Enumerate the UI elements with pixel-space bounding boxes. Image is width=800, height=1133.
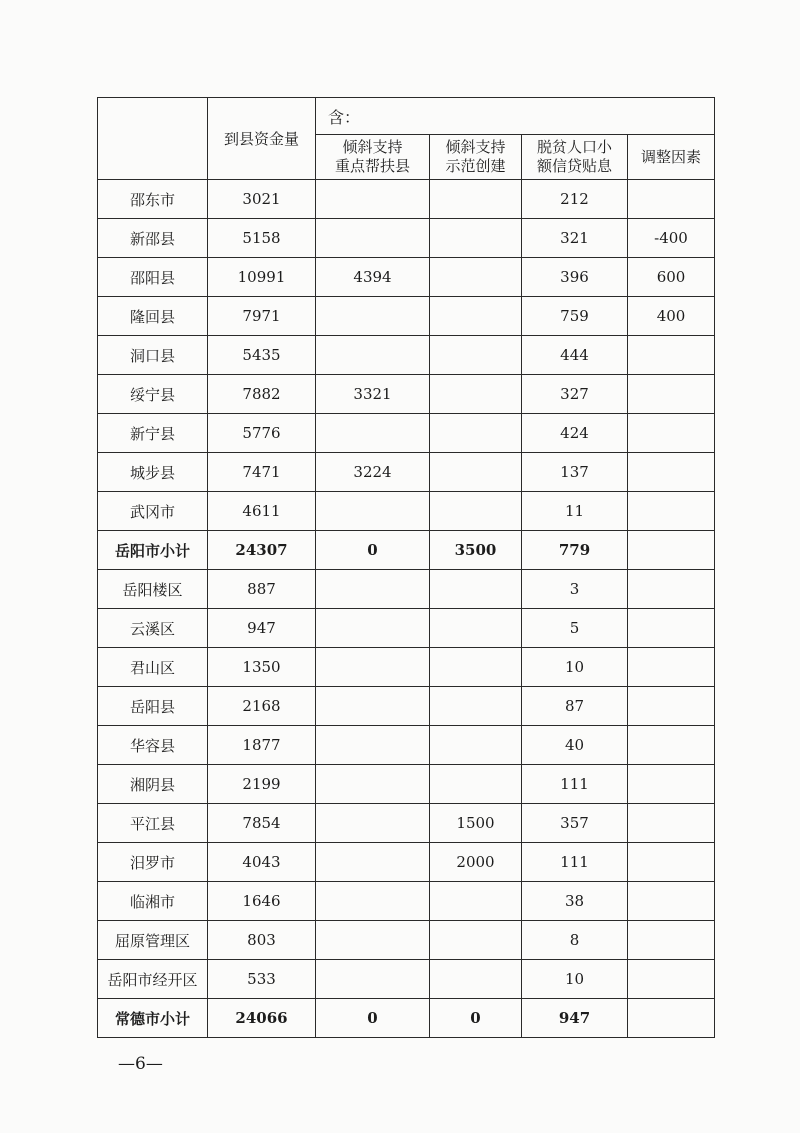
- demo-cell: 3500: [430, 531, 522, 570]
- header-microcredit-subsidy: 脱贫人口小 额信贷贴息: [522, 135, 628, 180]
- header-corner-cell: [98, 98, 208, 180]
- table-row: [98, 804, 715, 843]
- amount-cell: 7882: [208, 375, 316, 414]
- table-row: [98, 726, 715, 765]
- adjustment-cell: 400: [628, 297, 715, 336]
- subsidy-cell: 137: [522, 453, 628, 492]
- demo-cell: [430, 414, 522, 453]
- demo-cell: [430, 258, 522, 297]
- adjustment-cell: [628, 921, 715, 960]
- header-row-1: [98, 98, 715, 135]
- subsidy-cell: 10: [522, 648, 628, 687]
- adjustment-cell: [628, 687, 715, 726]
- region-name: 绥宁县: [98, 375, 208, 414]
- key-county-cell: [316, 336, 430, 375]
- table-row: [98, 258, 715, 297]
- region-name: 城步县: [98, 453, 208, 492]
- demo-cell: [430, 609, 522, 648]
- adjustment-cell: [628, 531, 715, 570]
- table-row: [98, 609, 715, 648]
- amount-cell: 3021: [208, 180, 316, 219]
- table-row: [98, 921, 715, 960]
- table-row: [98, 336, 715, 375]
- demo-cell: [430, 297, 522, 336]
- amount-cell: 947: [208, 609, 316, 648]
- adjustment-cell: [628, 570, 715, 609]
- table-row: [98, 882, 715, 921]
- amount-cell: 7471: [208, 453, 316, 492]
- region-name: 汨罗市: [98, 843, 208, 882]
- amount-cell: 7971: [208, 297, 316, 336]
- subsidy-cell: 947: [522, 999, 628, 1038]
- adjustment-cell: [628, 492, 715, 531]
- region-name: 岳阳市经开区: [98, 960, 208, 999]
- subsidy-cell: 759: [522, 297, 628, 336]
- subsidy-cell: 111: [522, 843, 628, 882]
- amount-cell: 7854: [208, 804, 316, 843]
- amount-cell: 2168: [208, 687, 316, 726]
- adjustment-cell: -400: [628, 219, 715, 258]
- key-county-cell: 0: [316, 531, 430, 570]
- header-key-county-support: 倾斜支持 重点帮扶县: [316, 135, 430, 180]
- region-name: 岳阳市小计: [98, 531, 208, 570]
- amount-cell: 2199: [208, 765, 316, 804]
- adjustment-cell: [628, 414, 715, 453]
- amount-cell: 1646: [208, 882, 316, 921]
- adjustment-cell: [628, 882, 715, 921]
- amount-cell: 24307: [208, 531, 316, 570]
- key-county-cell: [316, 882, 430, 921]
- table-row: [98, 843, 715, 882]
- key-county-cell: [316, 492, 430, 531]
- amount-cell: 5776: [208, 414, 316, 453]
- subtotal-row: [98, 531, 715, 570]
- amount-cell: 533: [208, 960, 316, 999]
- subsidy-cell: 779: [522, 531, 628, 570]
- header-amount: 到县资金量: [208, 98, 316, 180]
- demo-cell: [430, 492, 522, 531]
- demo-cell: 2000: [430, 843, 522, 882]
- key-county-cell: [316, 843, 430, 882]
- key-county-cell: [316, 804, 430, 843]
- table-row: [98, 765, 715, 804]
- table-row: [98, 453, 715, 492]
- region-name: 邵东市: [98, 180, 208, 219]
- demo-cell: [430, 960, 522, 999]
- table-row: [98, 414, 715, 453]
- table-row: [98, 687, 715, 726]
- table-row: [98, 570, 715, 609]
- adjustment-cell: [628, 453, 715, 492]
- adjustment-cell: [628, 336, 715, 375]
- amount-cell: 10991: [208, 258, 316, 297]
- demo-cell: [430, 453, 522, 492]
- subsidy-cell: 321: [522, 219, 628, 258]
- demo-cell: [430, 219, 522, 258]
- key-county-cell: [316, 297, 430, 336]
- adjustment-cell: [628, 765, 715, 804]
- region-name: 岳阳楼区: [98, 570, 208, 609]
- region-name: 湘阴县: [98, 765, 208, 804]
- amount-cell: 1877: [208, 726, 316, 765]
- subsidy-cell: 87: [522, 687, 628, 726]
- amount-cell: 5158: [208, 219, 316, 258]
- demo-cell: [430, 726, 522, 765]
- adjustment-cell: [628, 609, 715, 648]
- demo-cell: [430, 765, 522, 804]
- amount-cell: 803: [208, 921, 316, 960]
- key-county-cell: [316, 609, 430, 648]
- header-adjustment: 调整因素: [628, 135, 715, 180]
- adjustment-cell: [628, 960, 715, 999]
- demo-cell: [430, 570, 522, 609]
- region-name: 屈原管理区: [98, 921, 208, 960]
- adjustment-cell: [628, 648, 715, 687]
- subsidy-cell: 38: [522, 882, 628, 921]
- region-name: 新宁县: [98, 414, 208, 453]
- subsidy-cell: 111: [522, 765, 628, 804]
- subsidy-cell: 327: [522, 375, 628, 414]
- key-county-cell: [316, 960, 430, 999]
- table-row: [98, 219, 715, 258]
- region-name: 华容县: [98, 726, 208, 765]
- region-name: 临湘市: [98, 882, 208, 921]
- demo-cell: 0: [430, 999, 522, 1038]
- amount-cell: 1350: [208, 648, 316, 687]
- key-county-cell: [316, 219, 430, 258]
- region-name: 武冈市: [98, 492, 208, 531]
- demo-cell: [430, 375, 522, 414]
- table-row: [98, 492, 715, 531]
- subtotal-row: [98, 999, 715, 1038]
- key-county-cell: [316, 687, 430, 726]
- region-name: 常德市小计: [98, 999, 208, 1038]
- amount-cell: 887: [208, 570, 316, 609]
- amount-cell: 24066: [208, 999, 316, 1038]
- region-name: 岳阳县: [98, 687, 208, 726]
- subsidy-cell: 3: [522, 570, 628, 609]
- subsidy-cell: 396: [522, 258, 628, 297]
- subsidy-cell: 5: [522, 609, 628, 648]
- table-row: [98, 180, 715, 219]
- key-county-cell: [316, 921, 430, 960]
- header-demo-support: 倾斜支持 示范创建: [430, 135, 522, 180]
- subsidy-cell: 357: [522, 804, 628, 843]
- key-county-cell: 4394: [316, 258, 430, 297]
- subsidy-cell: 10: [522, 960, 628, 999]
- demo-cell: [430, 921, 522, 960]
- demo-cell: [430, 648, 522, 687]
- adjustment-cell: [628, 999, 715, 1038]
- demo-cell: [430, 882, 522, 921]
- demo-cell: [430, 687, 522, 726]
- key-county-cell: 3224: [316, 453, 430, 492]
- region-name: 邵阳县: [98, 258, 208, 297]
- amount-cell: 4043: [208, 843, 316, 882]
- header-includes-label: 含：: [316, 98, 715, 135]
- demo-cell: [430, 180, 522, 219]
- region-name: 云溪区: [98, 609, 208, 648]
- table-row: [98, 960, 715, 999]
- table-row: [98, 297, 715, 336]
- amount-cell: 4611: [208, 492, 316, 531]
- amount-cell: 5435: [208, 336, 316, 375]
- page-number: —6—: [118, 1054, 163, 1074]
- key-county-cell: [316, 570, 430, 609]
- subsidy-cell: 11: [522, 492, 628, 531]
- key-county-cell: [316, 765, 430, 804]
- subsidy-cell: 40: [522, 726, 628, 765]
- subsidy-cell: 212: [522, 180, 628, 219]
- adjustment-cell: [628, 726, 715, 765]
- demo-cell: 1500: [430, 804, 522, 843]
- demo-cell: [430, 336, 522, 375]
- table-row: [98, 648, 715, 687]
- subsidy-cell: 8: [522, 921, 628, 960]
- region-name: 洞口县: [98, 336, 208, 375]
- key-county-cell: [316, 414, 430, 453]
- key-county-cell: 0: [316, 999, 430, 1038]
- region-name: 平江县: [98, 804, 208, 843]
- adjustment-cell: 600: [628, 258, 715, 297]
- key-county-cell: [316, 726, 430, 765]
- key-county-cell: [316, 648, 430, 687]
- table-row: [98, 375, 715, 414]
- region-name: 君山区: [98, 648, 208, 687]
- region-name: 隆回县: [98, 297, 208, 336]
- key-county-cell: [316, 180, 430, 219]
- adjustment-cell: [628, 180, 715, 219]
- region-name: 新邵县: [98, 219, 208, 258]
- subsidy-cell: 424: [522, 414, 628, 453]
- adjustment-cell: [628, 843, 715, 882]
- key-county-cell: 3321: [316, 375, 430, 414]
- subsidy-cell: 444: [522, 336, 628, 375]
- adjustment-cell: [628, 375, 715, 414]
- adjustment-cell: [628, 804, 715, 843]
- funding-table: [97, 97, 715, 1038]
